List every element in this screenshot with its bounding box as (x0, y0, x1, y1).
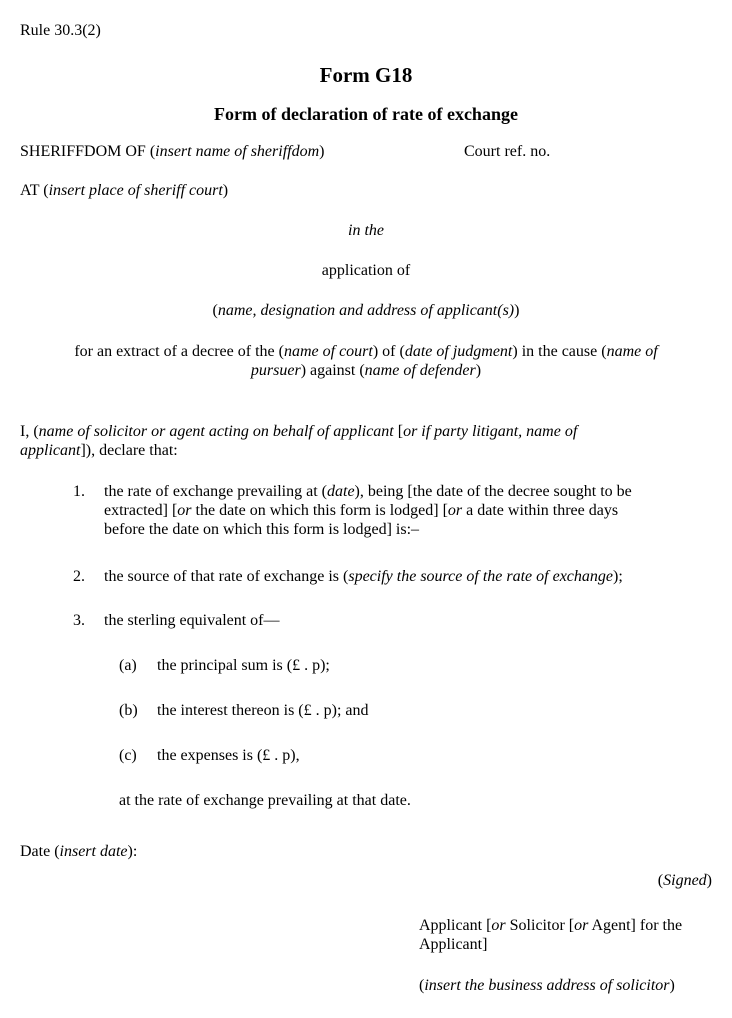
extract-text: ) against ( (300, 362, 365, 379)
signed-open: ( (657, 872, 664, 889)
court-place-label: AT ( (20, 182, 49, 199)
item-3-text: the sterling equivalent of— (104, 612, 280, 629)
court-place-line (20, 181, 228, 200)
judgment-date-placeholder: date of judgment (404, 343, 513, 360)
declaration-line-2 (20, 441, 577, 460)
application-of-text: application of (321, 262, 411, 279)
extract-line-2 (0, 361, 732, 380)
applicant-close: ) (514, 302, 520, 319)
subitem-b-text: the interest thereon is (£ . p); and (157, 702, 369, 719)
declaration-statement (20, 422, 577, 460)
or-text: or (447, 502, 463, 519)
form-subtitle: Form of declaration of rate of exchange (214, 104, 518, 124)
item-text: before the date on which this form is lodged] is:– (104, 521, 420, 538)
extract-text: ) of ( (372, 343, 405, 360)
item-2-number: 2. (73, 568, 85, 585)
extract-text: ) (475, 362, 482, 379)
sheriffdom-close: ) (319, 143, 325, 160)
signatory-line-1 (419, 916, 682, 935)
item-text: ); (613, 568, 623, 585)
defender-placeholder: name of defender (364, 362, 476, 379)
applicant-open: ( (212, 302, 218, 319)
declaration-text: I, ( (20, 423, 39, 440)
subitem-b-label: (b) (119, 702, 138, 719)
declaration-text: ]), declare that: (80, 442, 178, 459)
sheriffdom-label: SHERIFFDOM OF ( (20, 143, 156, 160)
declaration-text: [ (393, 423, 404, 440)
signatory-block (419, 916, 682, 954)
or-text: or (177, 502, 192, 519)
court-place-close: ) (222, 182, 229, 199)
item-2-text (104, 567, 623, 586)
item-text: the source of that rate of exchange is ( (104, 568, 349, 585)
pursuer-placeholder: pursuer (250, 362, 301, 379)
applicant-details (0, 301, 732, 320)
extract-text: for an extract of a decree of the ( (74, 343, 284, 360)
date-placeholder: date (327, 483, 355, 500)
date-close: ): (127, 843, 138, 860)
in-the-text: in the (348, 222, 384, 239)
item-text: the rate of exchange prevailing at ( (104, 483, 327, 500)
extract-line-1 (0, 342, 732, 361)
date-placeholder: insert date (59, 843, 128, 860)
court-name-placeholder: name of court (283, 343, 373, 360)
solicitor-name-placeholder: name of solicitor or agent acting on behalf of applicant (38, 423, 394, 440)
item-1-line-3 (104, 520, 632, 539)
sheriffdom-placeholder: insert name of sheriffdom (155, 143, 320, 160)
rule-reference: Rule 30.3(2) (20, 22, 101, 39)
pursuer-placeholder: name of (606, 343, 658, 360)
address-open: ( (419, 977, 425, 994)
item-1-text (104, 482, 632, 539)
item-text: ), being [the date of the decree sought to be (354, 483, 632, 500)
subitem-a-text: the principal sum is (£ . p); (157, 657, 330, 674)
signatory-text: Solicitor [ (505, 917, 575, 934)
address-placeholder: insert the business address of solicitor (424, 977, 670, 994)
form-title: Form G18 (319, 63, 413, 87)
or-text: or (491, 917, 506, 934)
signed-text: Signed (663, 872, 707, 889)
item-1-line-2 (104, 501, 632, 520)
signed-close: ) (706, 872, 712, 889)
business-address (419, 976, 675, 995)
signed-label (658, 871, 712, 890)
address-close: ) (669, 977, 675, 994)
party-litigant-placeholder: or if party litigant, name of (403, 423, 578, 440)
item-1-line-1 (104, 482, 632, 501)
rate-prevailing-text: at the rate of exchange prevailing at that date. (119, 792, 411, 809)
item-1-number: 1. (73, 483, 85, 500)
item-text: the date on which this form is lodged] [ (191, 502, 448, 519)
date-line (20, 842, 137, 861)
court-place-placeholder: insert place of sheriff court (48, 182, 223, 199)
item-3-number: 3. (73, 612, 85, 629)
signatory-text: Applicant [ (419, 917, 492, 934)
item-text: a date within three days (462, 502, 619, 519)
or-text: or (574, 917, 589, 934)
extract-description (0, 342, 732, 380)
rate-source-placeholder: specify the source of the rate of exchange (348, 568, 613, 585)
signatory-line-2 (419, 935, 682, 954)
item-text: extracted] [ (104, 502, 178, 519)
sheriffdom-line (20, 142, 324, 161)
signatory-text: Agent] for the (588, 917, 683, 934)
applicant-placeholder: name, designation and address of applicant(s) (217, 302, 515, 319)
declaration-line-1 (20, 422, 577, 441)
subitem-c-label: (c) (119, 747, 137, 764)
signatory-text: Applicant] (419, 936, 488, 953)
court-ref-label: Court ref. no. (464, 143, 551, 160)
subitem-a-label: (a) (119, 657, 137, 674)
extract-text: ) in the cause ( (512, 343, 607, 360)
subitem-c-text: the expenses is (£ . p), (157, 747, 300, 764)
party-litigant-placeholder: applicant (20, 442, 81, 459)
date-label: Date ( (20, 843, 60, 860)
